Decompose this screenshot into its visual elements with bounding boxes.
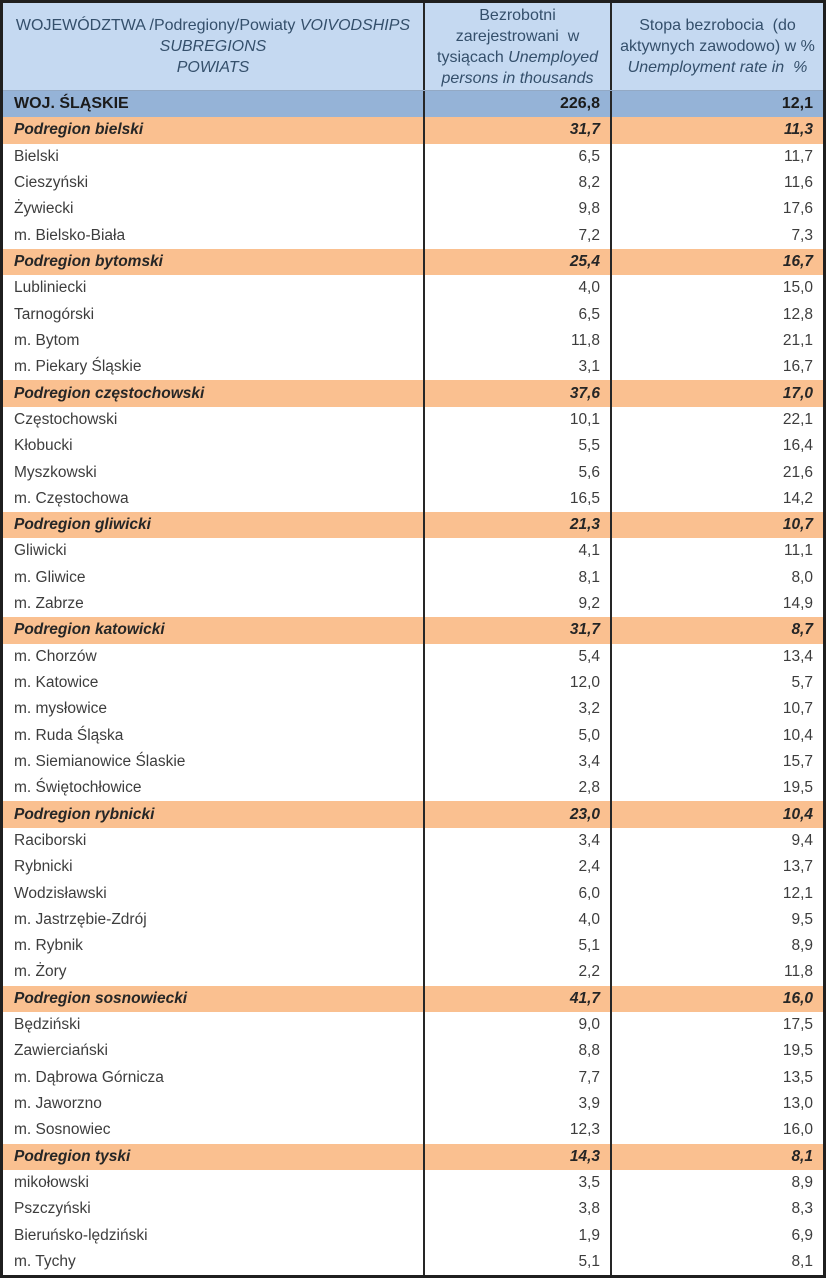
rate-value-cell: 11,7	[610, 144, 823, 170]
region-name-cell: Podregion częstochowski	[14, 384, 205, 402]
unemployed-value-cell: 9,2	[423, 591, 610, 617]
rate-value-cell: 8,0	[610, 565, 823, 591]
region-name-cell: Cieszyński	[14, 174, 89, 192]
table-row	[3, 1012, 823, 1038]
header-line: WOJEWÓDZTWA /Podregiony/Powiaty VOIVODSHIPS	[15, 17, 411, 34]
table-row	[3, 617, 823, 643]
rate-value-cell: 9,5	[610, 907, 823, 933]
table-row	[3, 959, 823, 985]
table-row	[3, 407, 823, 433]
rate-value-cell: 19,5	[610, 775, 823, 801]
region-name-cell: Częstochowski	[14, 410, 118, 428]
table-row	[3, 459, 823, 485]
region-name-cell: WOJ. ŚLĄSKIE	[14, 95, 129, 113]
unemployed-value-cell: 12,0	[423, 670, 610, 696]
region-name-cell: m. Jastrzębie-Zdrój	[14, 910, 147, 928]
rate-value-cell: 21,1	[610, 328, 823, 354]
unemployed-value-cell: 6,5	[423, 302, 610, 328]
unemployed-value-cell: 4,1	[423, 538, 610, 564]
unemployed-value-cell: 7,2	[423, 223, 610, 249]
rate-value-cell: 8,3	[610, 1196, 823, 1222]
unemployed-value-cell: 3,5	[423, 1170, 610, 1196]
table-row	[3, 749, 823, 775]
rate-value-cell: 16,7	[610, 249, 823, 275]
rate-value-cell: 22,1	[610, 407, 823, 433]
header-line: aktywnych zawodowo) w %	[620, 38, 815, 55]
region-name-cell: m. Dąbrowa Górnicza	[14, 1068, 164, 1086]
table-row	[3, 223, 823, 249]
table-row	[3, 670, 823, 696]
rate-value-cell: 12,8	[610, 302, 823, 328]
table-row	[3, 1117, 823, 1143]
header-line: Stopa bezrobocia (do	[639, 17, 796, 34]
region-name-cell: Żywiecki	[14, 200, 74, 218]
rate-value-cell: 10,4	[610, 801, 823, 827]
region-name-cell: m. Tychy	[14, 1252, 76, 1270]
table-body	[3, 91, 823, 1275]
rate-value-cell: 12,1	[610, 880, 823, 906]
unemployed-value-cell: 41,7	[423, 986, 610, 1012]
unemployed-value-cell: 9,8	[423, 196, 610, 222]
region-name-cell: Rybnicki	[14, 858, 73, 876]
rate-value-cell: 21,6	[610, 459, 823, 485]
table-row	[3, 433, 823, 459]
region-name-cell: Podregion bytomski	[14, 253, 163, 271]
unemployed-value-cell: 6,5	[423, 144, 610, 170]
unemployed-value-cell: 5,4	[423, 644, 610, 670]
rate-value-cell: 9,4	[610, 828, 823, 854]
rate-value-cell: 16,0	[610, 986, 823, 1012]
unemployed-value-cell: 14,3	[423, 1144, 610, 1170]
region-name-cell: m. Zabrze	[14, 595, 84, 613]
table-row	[3, 1170, 823, 1196]
region-name-cell: Bielski	[14, 147, 59, 165]
unemployed-value-cell: 6,0	[423, 880, 610, 906]
rate-value-cell: 13,0	[610, 1091, 823, 1117]
unemployed-value-cell: 11,8	[423, 328, 610, 354]
table-row	[3, 380, 823, 406]
table-row	[3, 1196, 823, 1222]
region-name-cell: Podregion rybnicki	[14, 805, 155, 823]
table-row	[3, 196, 823, 222]
unemployed-value-cell: 5,5	[423, 433, 610, 459]
unemployed-value-cell: 3,9	[423, 1091, 610, 1117]
rate-value-cell: 15,0	[610, 275, 823, 301]
table-row	[3, 486, 823, 512]
region-name-cell: m. Ruda Śląska	[14, 726, 124, 744]
col-header-rate	[610, 3, 823, 90]
rate-value-cell: 12,1	[610, 91, 823, 117]
region-name-cell: Podregion sosnowiecki	[14, 989, 188, 1007]
rate-value-cell: 6,9	[610, 1222, 823, 1248]
region-name-cell: m. Żory	[14, 963, 67, 981]
rate-value-cell: 16,4	[610, 433, 823, 459]
rate-value-cell: 16,0	[610, 1117, 823, 1143]
rate-value-cell: 17,6	[610, 196, 823, 222]
region-name-cell: Gliwicki	[14, 542, 67, 560]
unemployed-value-cell: 8,8	[423, 1038, 610, 1064]
region-name-cell: Tarnogórski	[14, 305, 95, 323]
table-row	[3, 538, 823, 564]
region-name-cell: Wodzisławski	[14, 884, 107, 902]
unemployed-value-cell: 31,7	[423, 617, 610, 643]
region-name-cell: Lubliniecki	[14, 279, 87, 297]
rate-value-cell: 10,4	[610, 723, 823, 749]
region-name-cell: mikołowski	[14, 1173, 89, 1191]
region-name-cell: Raciborski	[14, 831, 87, 849]
table-row	[3, 1144, 823, 1170]
table-row	[3, 512, 823, 538]
rate-value-cell: 8,7	[610, 617, 823, 643]
table-row	[3, 565, 823, 591]
table-row	[3, 1091, 823, 1117]
unemployed-value-cell: 25,4	[423, 249, 610, 275]
table-row	[3, 854, 823, 880]
rate-value-cell: 8,1	[610, 1144, 823, 1170]
table-row	[3, 1249, 823, 1275]
unemployed-value-cell: 3,4	[423, 828, 610, 854]
rate-value-cell: 14,2	[610, 486, 823, 512]
table-row	[3, 249, 823, 275]
unemployed-value-cell: 31,7	[423, 117, 610, 143]
header-line: Bezrobotni	[479, 6, 556, 24]
unemployed-value-cell: 9,0	[423, 1012, 610, 1038]
rate-value-cell: 7,3	[610, 223, 823, 249]
table-row	[3, 91, 823, 117]
header-line: zarejestrowani w	[455, 27, 580, 45]
rate-value-cell: 17,5	[610, 1012, 823, 1038]
unemployed-value-cell: 1,9	[423, 1222, 610, 1248]
unemployed-value-cell: 8,1	[423, 565, 610, 591]
unemployed-value-cell: 5,1	[423, 1249, 610, 1275]
rate-value-cell: 11,1	[610, 538, 823, 564]
region-name-cell: Podregion gliwicki	[14, 516, 151, 534]
header-line: SUBREGIONS	[159, 38, 267, 55]
region-name-cell: Będziński	[14, 1016, 81, 1034]
region-name-cell: m. Siemianowice Ślaskie	[14, 752, 186, 770]
region-name-cell: m. mysłowice	[14, 700, 108, 718]
region-name-cell: m. Jaworzno	[14, 1095, 102, 1113]
unemployed-value-cell: 2,4	[423, 854, 610, 880]
region-name-cell: Podregion katowicki	[14, 621, 165, 639]
region-name-cell: m. Gliwice	[14, 568, 86, 586]
table-header	[3, 3, 823, 91]
rate-value-cell: 15,7	[610, 749, 823, 775]
unemployed-value-cell: 23,0	[423, 801, 610, 827]
table-row	[3, 696, 823, 722]
table-row	[3, 1038, 823, 1064]
unemployed-value-cell: 4,0	[423, 275, 610, 301]
unemployed-value-cell: 226,8	[423, 91, 610, 117]
region-name-cell: Kłobucki	[14, 437, 73, 455]
table-row	[3, 328, 823, 354]
table-row	[3, 907, 823, 933]
table-row	[3, 591, 823, 617]
col-header-unemployed	[423, 3, 610, 90]
table-row	[3, 723, 823, 749]
rate-value-cell: 16,7	[610, 354, 823, 380]
unemployed-value-cell: 8,2	[423, 170, 610, 196]
unemployed-value-cell: 5,6	[423, 459, 610, 485]
rate-value-cell: 5,7	[610, 670, 823, 696]
rate-value-cell: 17,0	[610, 380, 823, 406]
col-header-regions	[3, 3, 423, 90]
rate-value-cell: 13,7	[610, 854, 823, 880]
region-name-cell: Myszkowski	[14, 463, 97, 481]
table-row	[3, 880, 823, 906]
region-name-cell: Zawierciański	[14, 1042, 108, 1060]
region-name-cell: m. Sosnowiec	[14, 1121, 111, 1139]
table-row	[3, 986, 823, 1012]
table-row	[3, 354, 823, 380]
header-line: tysiącach Unemployed	[437, 48, 598, 66]
region-name-cell: m. Rybnik	[14, 937, 83, 955]
rate-value-cell: 13,5	[610, 1065, 823, 1091]
table-row	[3, 775, 823, 801]
rate-value-cell: 10,7	[610, 512, 823, 538]
unemployed-value-cell: 2,2	[423, 959, 610, 985]
rate-value-cell: 8,9	[610, 933, 823, 959]
rate-value-cell: 8,9	[610, 1170, 823, 1196]
region-name-cell: m. Bytom	[14, 331, 80, 349]
table-row	[3, 275, 823, 301]
rate-value-cell: 14,9	[610, 591, 823, 617]
region-name-cell: m. Częstochowa	[14, 489, 129, 507]
unemployed-value-cell: 3,4	[423, 749, 610, 775]
table-row	[3, 644, 823, 670]
region-name-cell: Podregion tyski	[14, 1147, 131, 1165]
unemployed-value-cell: 4,0	[423, 907, 610, 933]
unemployed-value-cell: 7,7	[423, 1065, 610, 1091]
rate-value-cell: 11,3	[610, 117, 823, 143]
unemployed-value-cell: 5,1	[423, 933, 610, 959]
unemployed-value-cell: 10,1	[423, 407, 610, 433]
region-name-cell: m. Katowice	[14, 674, 99, 692]
unemployed-value-cell: 2,8	[423, 775, 610, 801]
unemployed-value-cell: 12,3	[423, 1117, 610, 1143]
table-row	[3, 170, 823, 196]
unemployed-value-cell: 3,1	[423, 354, 610, 380]
region-name-cell: Podregion bielski	[14, 121, 144, 139]
rate-value-cell: 19,5	[610, 1038, 823, 1064]
table-row	[3, 933, 823, 959]
table-row	[3, 1222, 823, 1248]
header-line: POWIATS	[176, 59, 250, 76]
rate-value-cell: 10,7	[610, 696, 823, 722]
unemployed-value-cell: 37,6	[423, 380, 610, 406]
rate-value-cell: 11,6	[610, 170, 823, 196]
unemployed-value-cell: 3,2	[423, 696, 610, 722]
unemployed-value-cell: 3,8	[423, 1196, 610, 1222]
table-row	[3, 1065, 823, 1091]
region-name-cell: m. Bielsko-Biała	[14, 226, 126, 244]
rate-value-cell: 13,4	[610, 644, 823, 670]
table-row	[3, 801, 823, 827]
rate-value-cell: 8,1	[610, 1249, 823, 1275]
unemployed-value-cell: 16,5	[423, 486, 610, 512]
region-name-cell: Bieruńsko-lędziński	[14, 1226, 148, 1244]
region-name-cell: m. Chorzów	[14, 647, 97, 665]
unemployed-value-cell: 5,0	[423, 723, 610, 749]
table-row	[3, 117, 823, 143]
table-row	[3, 144, 823, 170]
table-row	[3, 828, 823, 854]
region-name-cell: m. Świętochłowice	[14, 779, 142, 797]
header-line: Unemployment rate in %	[627, 59, 808, 76]
unemployed-value-cell: 21,3	[423, 512, 610, 538]
region-name-cell: Pszczyński	[14, 1200, 91, 1218]
header-line: persons in thousands	[441, 69, 594, 87]
table-row	[3, 302, 823, 328]
region-name-cell: m. Piekary Śląskie	[14, 358, 142, 376]
rate-value-cell: 11,8	[610, 959, 823, 985]
